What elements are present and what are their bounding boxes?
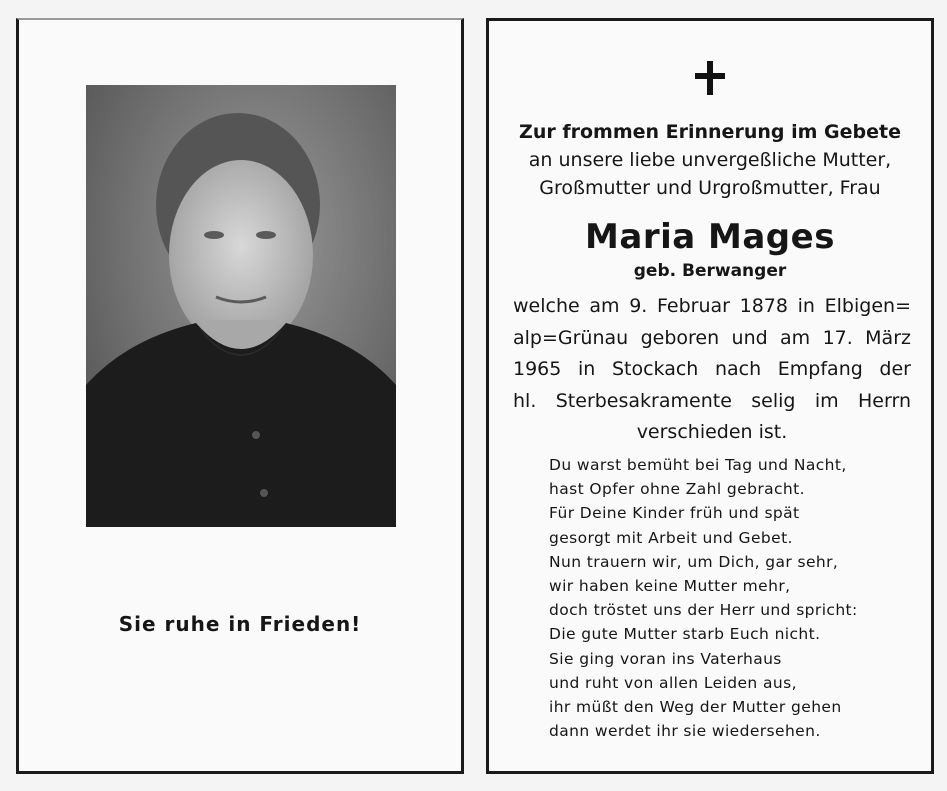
memorial-card-right-panel <box>486 18 934 774</box>
maiden-name: geb. Berwanger <box>633 261 787 281</box>
poem <box>549 453 858 743</box>
poem-line: doch tröstet uns der Herr und spricht: <box>549 601 858 620</box>
memorial-card-left-panel <box>16 18 464 774</box>
poem-line: gesorgt mit Arbeit und Gebet. <box>549 528 793 547</box>
bio-line: verschieden ist. <box>636 421 788 443</box>
poem-line: ihr müßt den Weg der Mutter gehen <box>549 698 842 717</box>
poem-line: und ruht von allen Leiden aus, <box>549 673 797 692</box>
poem-line: hast Opfer ohne Zahl gebracht. <box>549 480 805 499</box>
poem-line: dann werdet ihr sie wiedersehen. <box>549 722 821 741</box>
poem-line: Die gute Mutter starb Euch nicht. <box>549 625 821 644</box>
heading: Zur frommen Erinnerung im Gebete <box>519 121 901 143</box>
poem-line: Du warst bemüht bei Tag und Nacht, <box>549 456 847 474</box>
bio-line: 1965 in Stockach nach Empfang der <box>513 358 911 380</box>
portrait-photo <box>86 85 396 527</box>
deceased-name: Maria Mages <box>585 217 835 257</box>
poem-line: wir haben keine Mutter mehr, <box>549 577 791 596</box>
dedication-line-1: an unsere liebe unvergeßliche Mutter, <box>528 149 892 171</box>
poem-line: Für Deine Kinder früh und spät <box>549 504 800 523</box>
portrait-image <box>86 85 396 527</box>
cross-icon <box>489 61 931 99</box>
bio-line: alp=Grünau geboren und am 17. März <box>513 326 911 349</box>
poem-line: Sie ging voran ins Vaterhaus <box>549 649 782 668</box>
biography <box>513 291 911 449</box>
dedication-line-2: Großmutter und Urgroßmutter, Frau <box>539 177 881 199</box>
bio-line: hl. Sterbesakramente selig im Herrn <box>513 389 911 412</box>
farewell-text: Sie ruhe in Frieden! <box>118 612 362 636</box>
bio-line: welche am 9. Februar 1878 in Elbigen= <box>513 295 911 317</box>
poem-line: Nun trauern wir, um Dich, gar sehr, <box>549 552 839 571</box>
